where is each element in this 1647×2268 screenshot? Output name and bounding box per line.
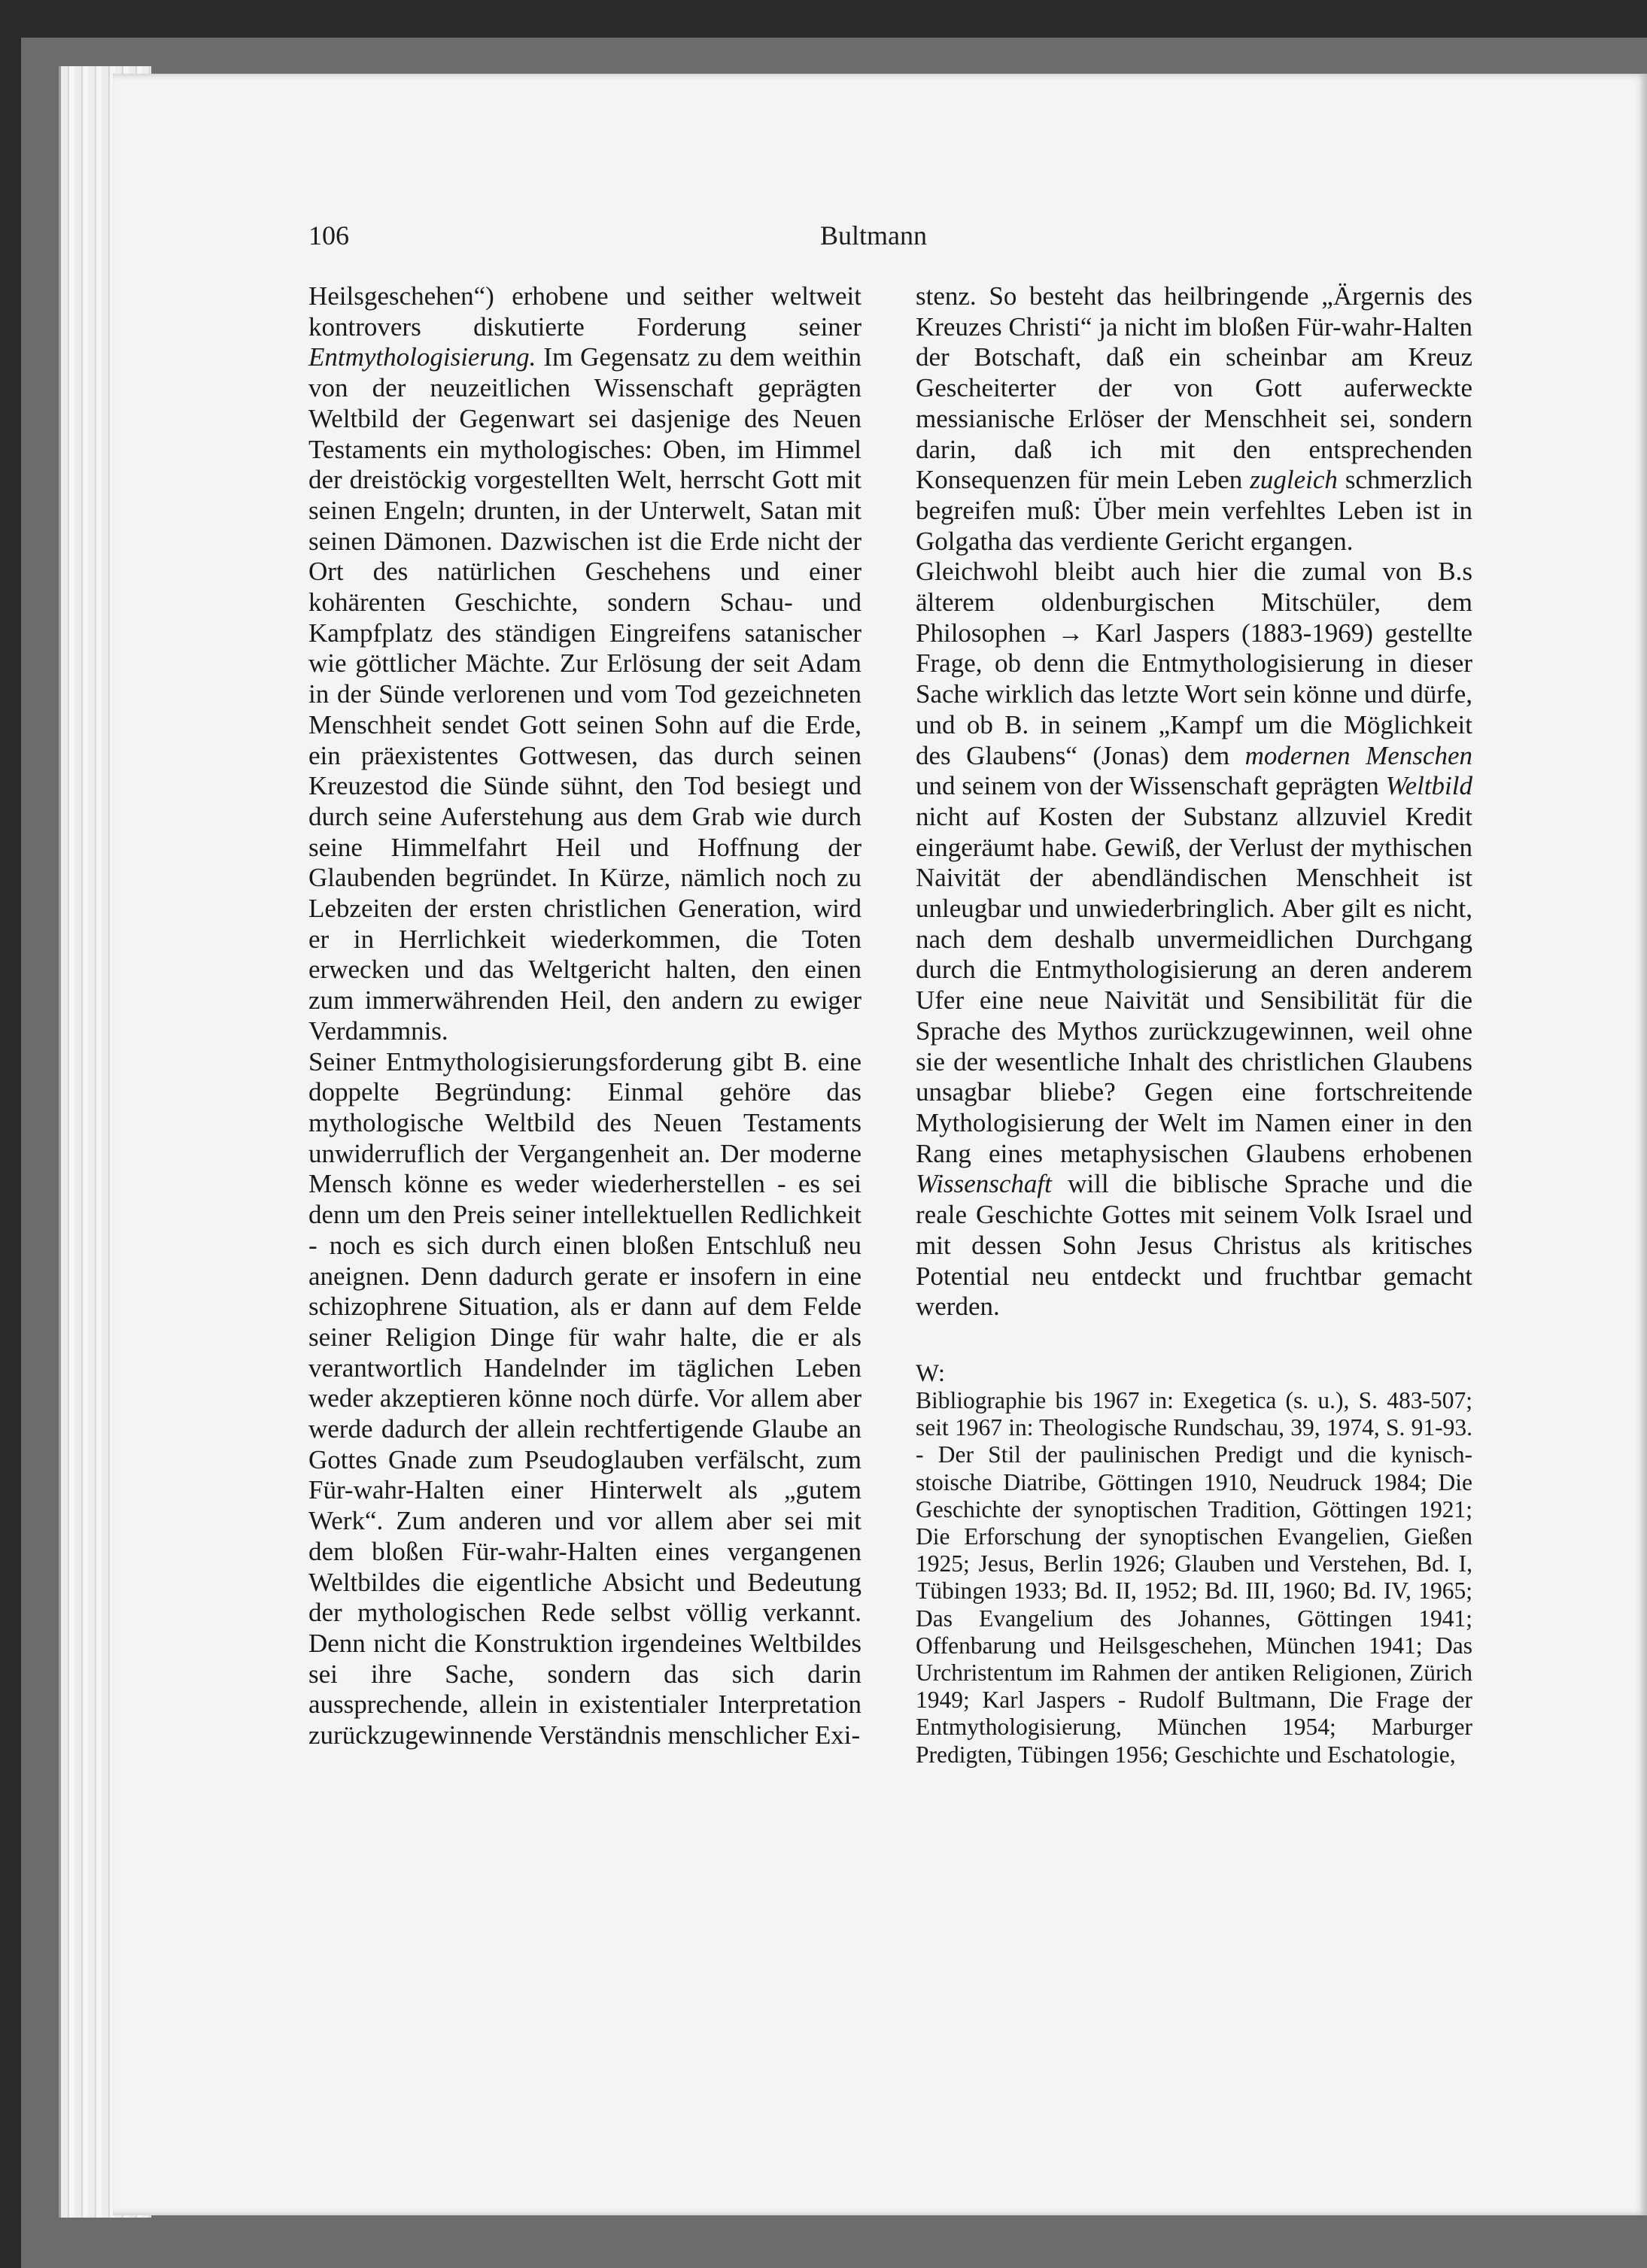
paragraph-justification bbox=[308, 1047, 861, 1751]
bibliography-text: Bibliographie bis 1967 in: Exegetica (s. u.), S. 483-507; seit 1967 in: Theologische Rundschau, 39, 1974, S. 91-93. - Der Stil der paulinischen Predigt und die kynisch-stoische Diatribe, Göttingen 1910, Neudruck 1984; Die Geschichte der synoptischen Tradition, Göttingen 1921; Die Erforschung der synoptischen Evangelien, Gießen 1925; Jesus, Berlin 1926; Glauben und Verstehen, Bd. I, Tübingen 1933; Bd. II, 1952; Bd. III, 1960; Bd. IV, 1965; Das Evangelium des Johannes, Göttingen 1941; Offenbarung und Heilsgeschehen, München 1941; Das Urchristentum im Rahmen der antiken Religionen, Zürich 1949; Karl Jaspers - Rudolf Bultmann, Die Frage der Entmythologisierung, München 1954; Marburger Predigten, Tübingen 1956; Geschichte und Eschatologie, bbox=[916, 1386, 1472, 1768]
paragraph-kreuz bbox=[916, 281, 1472, 557]
bibliography-heading: W: bbox=[916, 1359, 946, 1387]
text-run: nicht auf Kosten der Substanz allzuviel Kredit eingeräumt habe. Gewiß, der Verlust der mythischen Naivität der abendländischen Menschheit ist unleugbar und unwiederbringlich. Aber gilt es nicht, nach dem deshalb unvermeidlichen Durchgang durch die Entmythologisierung an deren anderem Ufer eine neue Naivität und Sensibilität für die Sprache des Mythos zurückzugewinnen, weil ohne sie der wesentliche Inhalt des christlichen Glaubens unsagbar bliebe? Gegen eine fortschreitende Mythologisierung der Welt im Namen einer in den Rang eines metaphysischen Glaubens erhobenen bbox=[916, 801, 1472, 1168]
text-run: Seiner Entmythologisierungsforderung gibt B. eine doppelte Begründung: Einmal gehöre das mythologische Weltbild des Neuen Testaments unwiderruflich der Vergangenheit an. Der moderne Mensch könne es weder wiederherstellen - es sei denn um den Preis seiner intellektuellen Redlichkeit - noch es sich durch einen bloßen Entschluß neu aneignen. Denn dadurch gerate er insofern in eine schizophrene Situation, als er dann auf dem Felde seiner Religion Dinge für wahr halte, die er als verantwortlich Handelnder im täglichen Leben weder akzeptieren könne noch dürfe. Vor allem aber werde dadurch der allein rechtfertigende Glaube an Gottes Gnade zum Pseudoglauben verfälscht, zum Für-wahr-Halten einer Hinterwelt als „gutem Werk“. Zum anderen und vor allem aber sei mit dem bloßen Für-wahr-Halten eines vergangenen Weltbildes die eigentliche Absicht und Bedeutung der mythologischen Rede selbst völlig verkannt. Denn nicht die Konstruktion irgendeines Weltbildes sei ihre Sache, sondern das sich darin aussprechende, allein in existentialer Interpretation zurückzugewinnende Verständnis menschlicher Exi- bbox=[308, 1046, 861, 1750]
italic-run: modernen Menschen bbox=[1244, 740, 1472, 770]
text-run: und seinem von der Wissenschaft geprägten bbox=[916, 771, 1386, 801]
text-run: Heilsgeschehen“) erhobene und seither weltweit kontrovers diskutierte Forderung seiner bbox=[308, 281, 861, 342]
paragraph-jaspers bbox=[916, 557, 1472, 1322]
running-title: Bultmann bbox=[820, 220, 927, 250]
paragraph-mythology bbox=[308, 281, 861, 1047]
text-run: stenz. So besteht das heilbringende „Ärgernis des Kreuzes Christi“ ja nicht im bloßen Für-wahr-Halten der Botschaft, daß ein scheinbar am Kreuz Gescheiterter der von Gott auferweckte messianische Erlöser der Menschheit sei, sondern darin, daß ich mit den entsprechenden Konsequenzen für mein Leben bbox=[916, 281, 1472, 495]
italic-run: Wissenschaft bbox=[916, 1169, 1052, 1199]
left-text-column bbox=[308, 281, 861, 1751]
italic-run: Entmythologisierung. bbox=[308, 342, 536, 372]
text-run: schmerzlich begreifen muß: Über mein verfehltes Leben ist in Golgatha das verdiente Gericht ergangen. bbox=[916, 465, 1472, 556]
text-run: Gleichwohl bleibt auch hier die zumal von B.s älterem oldenburgischen Mitschüler, dem Philosophen → Karl Jaspers (1883-1969) gestellte Frage, ob denn die Entmythologisierung in dieser Sache wirklich das letzte Wort sein könne und dürfe, und ob B. in seinem „Kampf um die Möglichkeit des Glaubens“ (Jonas) dem bbox=[916, 557, 1472, 770]
right-text-column bbox=[916, 281, 1472, 1769]
text-run: will die biblische Sprache und die reale Geschichte Gottes mit seinem Volk Israel und mit dessen Sohn Jesus Christus als kritisches Potential neu entdeckt und fruchtbar gemacht werden. bbox=[916, 1169, 1472, 1322]
text-run: Im Gegensatz zu dem weithin von der neuzeitlichen Wissenschaft geprägten Weltbild der Gegenwart sei dasjenige des Neuen Testaments ein mythologisches: Oben, im Himmel der dreistöckig vorgestellten Welt, herrscht Gott mit seinen Engeln; drunten, in der Unterwelt, Satan mit seinen Dämonen. Dazwischen ist die Erde nicht der Ort des natürlichen Geschehens und einer kohärenten Geschichte, sondern Schau- und Kampfplatz des ständigen Eingreifens satanischer wie göttlicher Mächte. Zur Erlösung der seit Adam in der Sünde verlorenen und vom Tod gezeichneten Menschheit sendet Gott seinen Sohn auf die Erde, ein präexistentes Gottwesen, das durch seinen Kreuzestod die Sünde sühnt, den Tod besiegt und durch seine Auferstehung aus dem Grab wie durch seine Himmelfahrt Heil und Hoffnung der Glaubenden begründet. In Kürze, nämlich noch zu Lebzeiten der ersten christlichen Generation, wird er in Herrlichkeit wiederkommen, die Toten erwecken und das Weltgericht halten, den einen zum immerwährenden Heil, den andern zu ewiger Verdammnis. bbox=[308, 342, 861, 1046]
page-number: 106 bbox=[308, 220, 349, 250]
italic-run: Weltbild bbox=[1385, 771, 1472, 801]
italic-run: zugleich bbox=[1250, 465, 1338, 495]
